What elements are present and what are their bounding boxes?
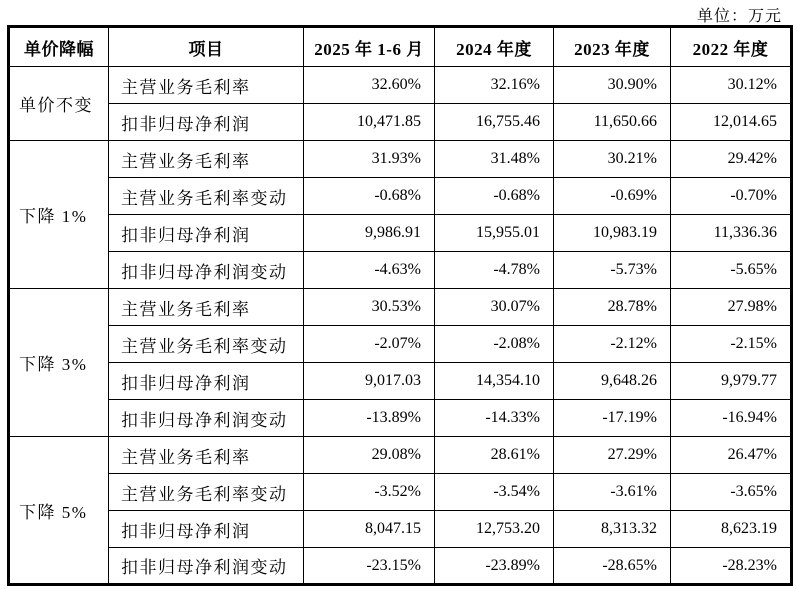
value-cell: 28.61% (435, 437, 554, 474)
value-cell: 31.48% (435, 141, 554, 178)
value-cell: 15,955.01 (435, 215, 554, 252)
value-cell: -28.23% (671, 548, 792, 585)
value-cell: 30.90% (554, 67, 671, 104)
table-row (9, 437, 792, 474)
item-cell: 扣非归母净利润变动 (109, 252, 304, 289)
table-row (9, 104, 792, 141)
value-cell: 8,313.32 (554, 511, 671, 548)
value-cell: -4.63% (304, 252, 435, 289)
value-cell: 32.16% (435, 67, 554, 104)
unit-label: 单位：万元 (696, 8, 782, 25)
item-cell: 扣非归母净利润 (109, 215, 304, 252)
item-cell: 扣非归母净利润 (109, 511, 304, 548)
column-header-2023: 2023 年度 (554, 27, 671, 67)
group-label: 单价不变 (9, 67, 109, 141)
value-cell: -23.15% (304, 548, 435, 585)
value-cell: 11,650.66 (554, 104, 671, 141)
value-cell: 9,986.91 (304, 215, 435, 252)
value-cell: 16,755.46 (435, 104, 554, 141)
value-cell: 10,983.19 (554, 215, 671, 252)
value-cell: 30.12% (671, 67, 792, 104)
table-row (9, 474, 792, 511)
value-cell: -2.08% (435, 326, 554, 363)
header-row (9, 27, 792, 67)
group-label: 下降 5% (9, 437, 109, 585)
item-cell: 扣非归母净利润变动 (109, 548, 304, 585)
value-cell: -5.73% (554, 252, 671, 289)
value-cell: 27.29% (554, 437, 671, 474)
value-cell: -3.54% (435, 474, 554, 511)
value-cell: 11,336.36 (671, 215, 792, 252)
item-cell: 主营业务毛利率变动 (109, 474, 304, 511)
item-cell: 扣非归母净利润 (109, 104, 304, 141)
value-cell: -0.69% (554, 178, 671, 215)
value-cell: -16.94% (671, 400, 792, 437)
item-cell: 主营业务毛利率 (109, 289, 304, 326)
column-header-2024: 2024 年度 (435, 27, 554, 67)
value-cell: 30.21% (554, 141, 671, 178)
value-cell: -0.68% (435, 178, 554, 215)
value-cell: 29.08% (304, 437, 435, 474)
item-cell: 主营业务毛利率 (109, 67, 304, 104)
value-cell: 26.47% (671, 437, 792, 474)
value-cell: -17.19% (554, 400, 671, 437)
item-cell: 主营业务毛利率变动 (109, 326, 304, 363)
value-cell: -3.65% (671, 474, 792, 511)
value-cell: -23.89% (435, 548, 554, 585)
value-cell: 32.60% (304, 67, 435, 104)
column-header-2025h1: 2025 年 1-6 月 (304, 27, 435, 67)
value-cell: 27.98% (671, 289, 792, 326)
value-cell: 14,354.10 (435, 363, 554, 400)
value-cell: -0.70% (671, 178, 792, 215)
group-label: 下降 1% (9, 141, 109, 289)
value-cell: -28.65% (554, 548, 671, 585)
item-cell: 扣非归母净利润变动 (109, 400, 304, 437)
value-cell: 9,017.03 (304, 363, 435, 400)
column-header-2022: 2022 年度 (671, 27, 792, 67)
table-row (9, 289, 792, 326)
table-row (9, 67, 792, 104)
value-cell: 28.78% (554, 289, 671, 326)
value-cell: 29.42% (671, 141, 792, 178)
column-header-price-change: 单价降幅 (9, 27, 109, 67)
value-cell: 12,753.20 (435, 511, 554, 548)
table-row (9, 400, 792, 437)
value-cell: -0.68% (304, 178, 435, 215)
value-cell: -5.65% (671, 252, 792, 289)
value-cell: 12,014.65 (671, 104, 792, 141)
table-row (9, 178, 792, 215)
sensitivity-table (7, 25, 793, 586)
value-cell: 8,047.15 (304, 511, 435, 548)
value-cell: 9,648.26 (554, 363, 671, 400)
value-cell: 30.07% (435, 289, 554, 326)
table-row (9, 252, 792, 289)
value-cell: -13.89% (304, 400, 435, 437)
value-cell: -3.61% (554, 474, 671, 511)
table-row (9, 326, 792, 363)
value-cell: 30.53% (304, 289, 435, 326)
value-cell: -2.15% (671, 326, 792, 363)
item-cell: 主营业务毛利率 (109, 437, 304, 474)
value-cell: -2.07% (304, 326, 435, 363)
group-label: 下降 3% (9, 289, 109, 437)
value-cell: 8,623.19 (671, 511, 792, 548)
value-cell: -14.33% (435, 400, 554, 437)
value-cell: 10,471.85 (304, 104, 435, 141)
column-header-item: 项目 (109, 27, 304, 67)
value-cell: 31.93% (304, 141, 435, 178)
item-cell: 扣非归母净利润 (109, 363, 304, 400)
value-cell: -3.52% (304, 474, 435, 511)
table-row (9, 141, 792, 178)
value-cell: 9,979.77 (671, 363, 792, 400)
table-row (9, 215, 792, 252)
table-row (9, 363, 792, 400)
item-cell: 主营业务毛利率变动 (109, 178, 304, 215)
value-cell: -2.12% (554, 326, 671, 363)
table-row (9, 511, 792, 548)
item-cell: 主营业务毛利率 (109, 141, 304, 178)
value-cell: -4.78% (435, 252, 554, 289)
table-row (9, 548, 792, 585)
